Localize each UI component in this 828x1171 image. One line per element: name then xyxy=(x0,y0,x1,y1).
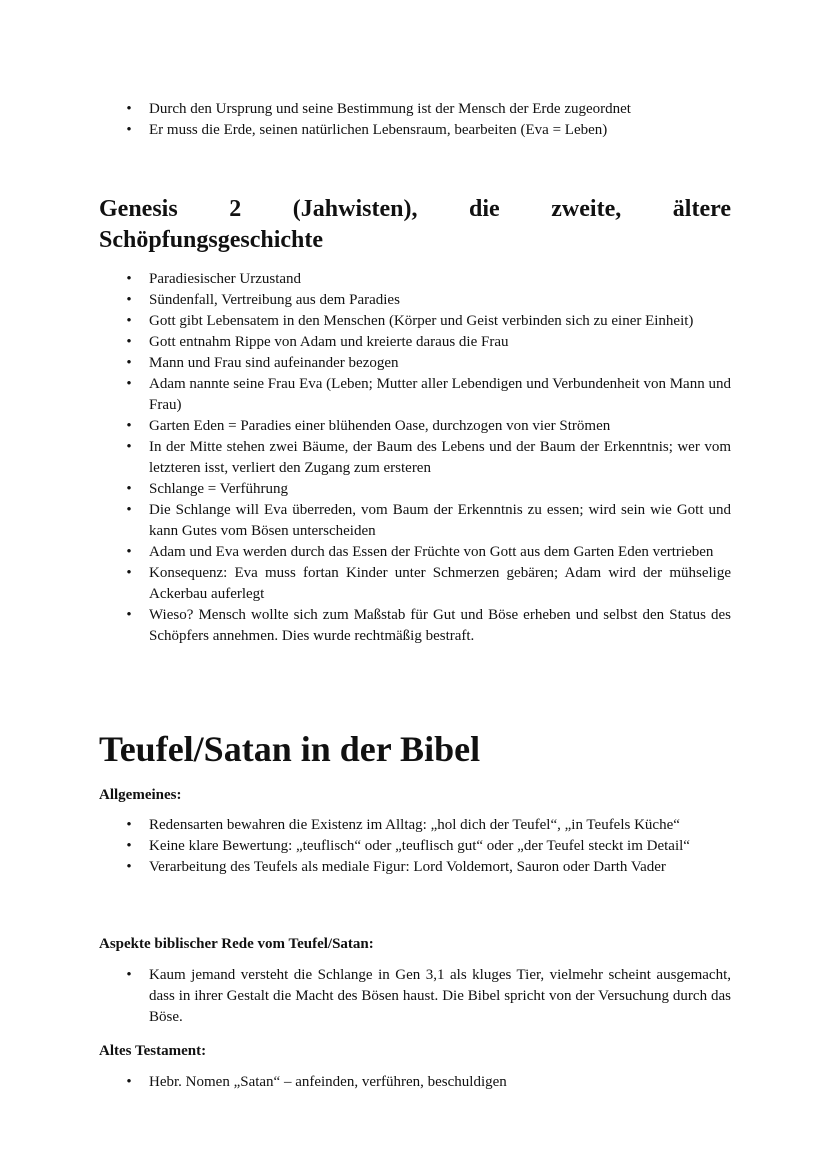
list-item: • Sündenfall, Vertreibung aus dem Paradies xyxy=(149,290,731,311)
list-item: • Durch den Ursprung und seine Bestimmung ist der Mensch der Erde zugeordnet xyxy=(149,99,731,120)
bullet-icon: • xyxy=(126,122,132,138)
bullet-icon: • xyxy=(126,607,132,623)
list-item: • Verarbeitung des Teufels als mediale Figur: Lord Voldemort, Sauron oder Darth Vader xyxy=(149,857,731,878)
bullet-icon: • xyxy=(126,1074,132,1090)
list-item: • In der Mitte stehen zwei Bäume, der Baum des Lebens und der Baum der Erkenntnis; wer vom letzteren isst, verliert den Zugang zum ersteren xyxy=(149,437,731,479)
heading-word: die xyxy=(469,196,500,222)
allgemeines-bullet-list xyxy=(126,815,731,878)
bullet-icon: • xyxy=(126,565,132,581)
bullet-icon: • xyxy=(126,859,132,875)
heading-word: zweite, xyxy=(551,196,622,222)
bullet-icon: • xyxy=(126,439,132,455)
list-item: • Gott gibt Lebensatem in den Menschen (Körper und Geist verbinden sich zu einer Einheit) xyxy=(149,311,731,332)
list-item: • Hebr. Nomen „Satan“ – anfeinden, verführen, beschuldigen xyxy=(149,1072,731,1093)
list-item: • Redensarten bewahren die Existenz im Alltag: „hol dich der Teufel“, „in Teufels Küche“ xyxy=(149,815,731,836)
teufel-title: Teufel/Satan in der Bibel xyxy=(99,729,481,769)
heading-word: ältere xyxy=(672,196,731,222)
list-item: • Er muss die Erde, seinen natürlichen Lebensraum, bearbeiten (Eva = Leben) xyxy=(149,120,731,141)
list-item: • Keine klare Bewertung: „teuflisch“ oder „teuflisch gut“ oder „der Teufel steckt im Detail“ xyxy=(149,836,731,857)
list-item: • Gott entnahm Rippe von Adam und kreierte daraus die Frau xyxy=(149,332,731,353)
intro-bullet-list xyxy=(126,99,731,141)
bullet-icon: • xyxy=(126,313,132,329)
bullet-icon: • xyxy=(126,355,132,371)
bullet-icon: • xyxy=(126,292,132,308)
altes-testament-bullet-list xyxy=(126,1072,731,1093)
list-item: • Paradiesischer Urzustand xyxy=(149,269,731,290)
bullet-icon: • xyxy=(126,967,132,983)
bullet-icon: • xyxy=(126,271,132,287)
heading-word: 2 xyxy=(229,196,242,222)
genesis2-heading xyxy=(99,194,731,256)
bullet-icon: • xyxy=(126,481,132,497)
allgemeines-heading: Allgemeines: xyxy=(99,787,182,803)
list-item: • Schlange = Verführung xyxy=(149,479,731,500)
heading-line-2: Schöpfungsgeschichte xyxy=(99,227,324,253)
genesis2-bullet-list xyxy=(126,269,731,647)
bullet-icon: • xyxy=(126,101,132,117)
list-item: • Adam und Eva werden durch das Essen der Früchte von Gott aus dem Garten Eden vertrieben xyxy=(149,542,731,563)
bullet-icon: • xyxy=(126,502,132,518)
heading-word: (Jahwisten), xyxy=(292,196,418,222)
list-item: • Garten Eden = Paradies einer blühenden Oase, durchzogen von vier Strömen xyxy=(149,416,731,437)
aspekte-heading: Aspekte biblischer Rede vom Teufel/Satan: xyxy=(99,936,374,952)
aspekte-bullet-list xyxy=(126,965,731,1028)
list-item: • Kaum jemand versteht die Schlange in Gen 3,1 als kluges Tier, vielmehr scheint ausgemacht, dass in ihrer Gestalt die Macht des Bösen haust. Die Bibel spricht von der Versuchung durch das Böse. xyxy=(149,965,731,1028)
list-item: • Konsequenz: Eva muss fortan Kinder unter Schmerzen gebären; Adam wird der mühselige Ackerbau auferlegt xyxy=(149,563,731,605)
altes-testament-heading: Altes Testament: xyxy=(99,1043,207,1059)
bullet-icon: • xyxy=(126,817,132,833)
list-item: • Adam nannte seine Frau Eva (Leben; Mutter aller Lebendigen und Verbundenheit von Mann und Frau) xyxy=(149,374,731,416)
bullet-icon: • xyxy=(126,418,132,434)
list-item: • Die Schlange will Eva überreden, vom Baum der Erkenntnis zu essen; wird sein wie Gott und kann Gutes vom Bösen unterscheiden xyxy=(149,500,731,542)
list-item: • Mann und Frau sind aufeinander bezogen xyxy=(149,353,731,374)
list-item: • Wieso? Mensch wollte sich zum Maßstab für Gut und Böse erheben und selbst den Status des Schöpfers annehmen. Dies wurde rechtmäßig bestraft. xyxy=(149,605,731,647)
bullet-icon: • xyxy=(126,544,132,560)
bullet-icon: • xyxy=(126,838,132,854)
bullet-icon: • xyxy=(126,376,132,392)
heading-word: Genesis xyxy=(99,196,178,222)
bullet-icon: • xyxy=(126,334,132,350)
